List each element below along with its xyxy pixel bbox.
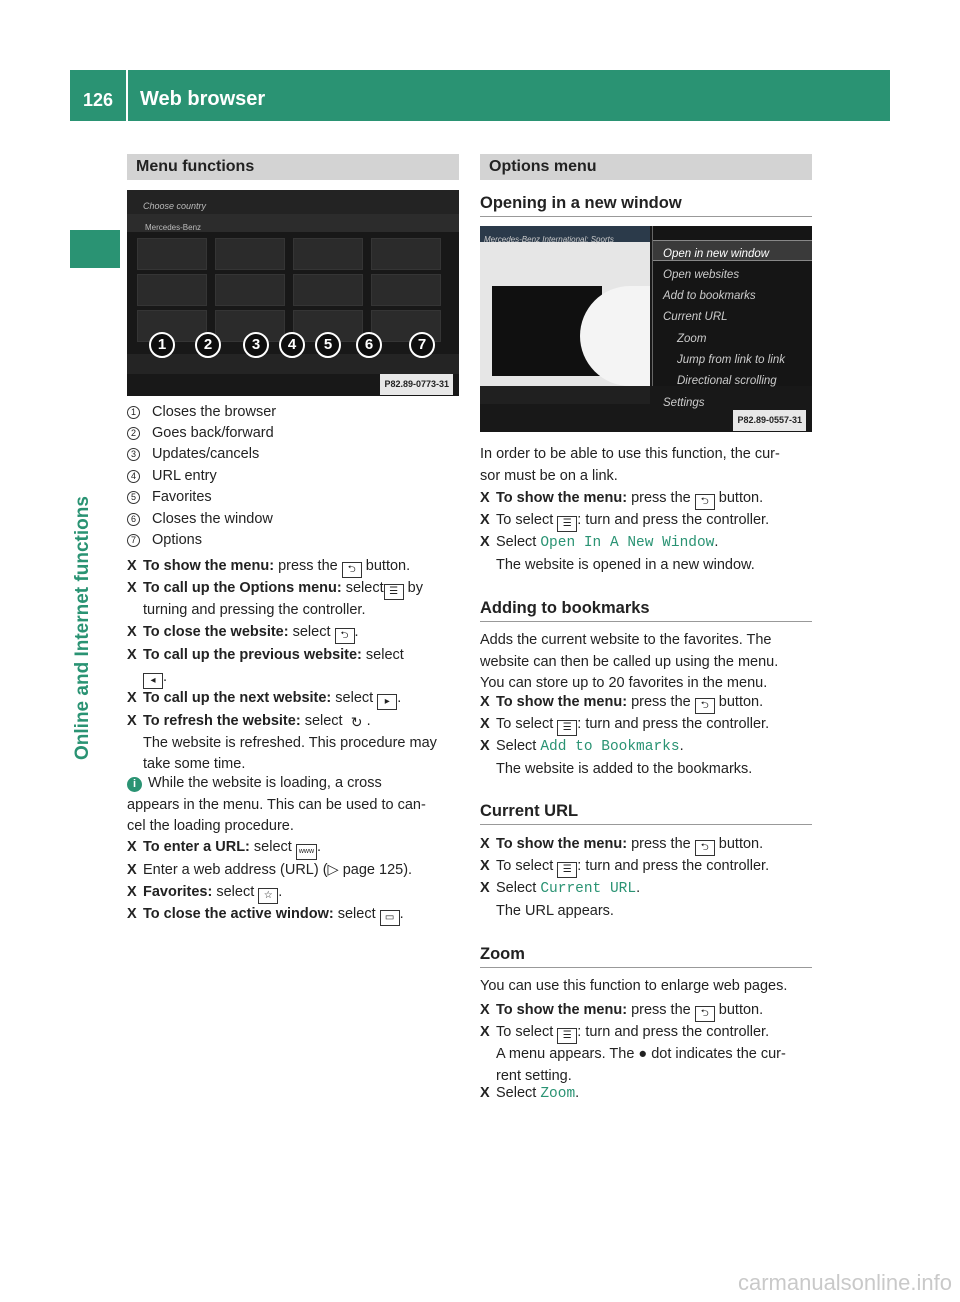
legend-text: URL entry <box>152 468 217 484</box>
step-web-address: X Enter a web address (URL) (▷ page 125). <box>127 860 459 882</box>
grid-cell <box>137 274 207 306</box>
step-next-website: X To call up the next website: select ▸ . <box>127 688 459 710</box>
open-intro: In order to be able to use this function, the cur- sor must be on a link. <box>480 446 780 484</box>
menu-open-new-window: Open in new window <box>653 240 812 261</box>
back-key-icon: ⮌ <box>342 562 362 578</box>
screen-title: Choose country <box>127 190 459 214</box>
heading-bookmarks: Adding to bookmarks <box>480 599 650 617</box>
legend-text: Options <box>152 532 202 548</box>
legend-number: 7 <box>127 534 140 547</box>
star-icon: ☆ <box>258 888 278 904</box>
step-marker: X <box>480 836 490 852</box>
zoom-intro: You can use this function to enlarge web pages. <box>480 978 788 994</box>
heading-rule <box>480 967 812 968</box>
step-previous-website: X To call up the previous website: select ◂ . <box>127 645 459 689</box>
options-menu-icon: ☰ <box>557 720 577 736</box>
step-marker: X <box>480 738 490 754</box>
section-title-menu-functions: Menu functions <box>127 154 459 180</box>
info-icon: i <box>127 777 142 792</box>
step-select-bookmarks: X Select Add to Bookmarks. The website is added to the bookmarks. <box>480 738 753 777</box>
step-favorites: X Favorites: select ☆ . <box>127 882 459 904</box>
legend-number: 2 <box>127 427 140 440</box>
step-show-menu: X To show the menu: press the ⮌ button. <box>480 488 812 510</box>
menu-current-url: Current URL <box>663 311 728 323</box>
heading-current-url: Current URL <box>480 802 579 820</box>
legend-number: 1 <box>127 406 140 419</box>
header-divider <box>126 70 128 121</box>
back-key-icon: ⮌ <box>695 698 715 714</box>
step-marker: X <box>127 713 137 729</box>
step-select-options: X To select ☰ : turn and press the controller. A menu appears. The ● dot indicates the cur- rent setting. <box>480 1024 786 1084</box>
heading-rule <box>480 621 812 622</box>
step-marker: X <box>480 490 490 506</box>
step-marker: X <box>480 858 490 874</box>
step-marker: X <box>127 580 137 596</box>
options-menu-icon: ☰ <box>384 584 404 600</box>
menu-zoom: Zoom <box>677 333 707 345</box>
options-menu-screenshot <box>480 226 812 432</box>
grid-cell <box>215 238 285 270</box>
legend-item <box>127 423 274 445</box>
info-note: i While the website is loading, a cross appears in the menu. This can be used to can- cel the loading procedure. <box>127 775 426 834</box>
screen-menu-bar <box>480 386 650 404</box>
figure-code: P82.89-0557-31 <box>733 410 806 432</box>
menu-jump-link: Jump from link to link <box>677 354 786 366</box>
grid-cell <box>137 238 207 270</box>
legend-item <box>127 402 276 424</box>
legend-number: 5 <box>127 491 140 504</box>
step-marker: X <box>480 716 490 732</box>
close-browser-icon: ⮌ <box>335 628 355 644</box>
refresh-icon: ↻ <box>350 714 363 730</box>
step-show-menu: X To show the menu: press the ⮌ button. <box>480 1000 812 1022</box>
step-show-menu: X To show the menu: press the ⮌ button. <box>127 556 459 578</box>
callout-1: 1 <box>149 332 175 358</box>
callout-4: 4 <box>279 332 305 358</box>
options-menu-icon: ☰ <box>557 862 577 878</box>
step-options-menu: X To call up the Options menu: select ☰ by turning and pressing the controller. <box>127 580 423 618</box>
back-key-icon: ⮌ <box>695 1006 715 1022</box>
dot-icon: ● <box>638 1046 648 1062</box>
section-title-options-menu: Options menu <box>480 154 812 180</box>
step-show-menu: X To show the menu: press the ⮌ button. <box>480 692 812 714</box>
options-menu <box>652 226 812 409</box>
heading-open-new-window: Opening in a new window <box>480 194 682 212</box>
legend-text: Closes the window <box>152 511 273 527</box>
legend-text: Goes back/forward <box>152 425 274 441</box>
step-marker: X <box>127 862 137 878</box>
heading-rule <box>480 824 812 825</box>
side-tab-label: Online and Internet functions <box>72 496 93 760</box>
step-select-options: X To select ☰ : turn and press the controller. <box>480 510 812 532</box>
step-marker: X <box>480 1024 490 1040</box>
step-marker: X <box>127 690 137 706</box>
step-marker: X <box>127 558 137 574</box>
grid-cell <box>371 274 441 306</box>
legend-item <box>127 466 217 488</box>
step-marker: X <box>127 906 137 922</box>
website-title: Mercedes-Benz International: Sports <box>480 226 650 242</box>
legend-text: Closes the browser <box>152 404 277 420</box>
back-key-icon: ⮌ <box>695 494 715 510</box>
figure-code: P82.89-0773-31 <box>380 374 453 396</box>
menu-settings: Settings <box>663 397 705 409</box>
forward-arrow-icon: ▸ <box>377 694 397 710</box>
website-area <box>480 226 650 386</box>
callout-6: 6 <box>356 332 382 358</box>
legend-number: 3 <box>127 448 140 461</box>
watermark: carmanualsonline.info <box>737 1270 952 1295</box>
page-ref-arrow-icon: ▷ <box>327 862 339 878</box>
callout-5: 5 <box>315 332 341 358</box>
www-icon: www <box>296 844 317 860</box>
back-key-icon: ⮌ <box>695 840 715 856</box>
close-window-icon: ▭ <box>380 910 400 926</box>
step-show-menu: X To show the menu: press the ⮌ button. <box>480 834 812 856</box>
heading-zoom: Zoom <box>480 945 525 963</box>
step-select-options: X To select ☰ : turn and press the controller. <box>480 856 812 878</box>
step-select-zoom: X Select Zoom. <box>480 1083 812 1106</box>
step-marker: X <box>480 694 490 710</box>
back-arrow-icon: ◂ <box>143 673 163 689</box>
grid-cell <box>215 274 285 306</box>
heading-rule <box>480 216 812 217</box>
menu-directional-scrolling: Directional scrolling <box>677 375 777 387</box>
callout-3: 3 <box>243 332 269 358</box>
screen-subtitle: Mercedes-Benz <box>127 214 459 232</box>
grid-cell <box>293 274 363 306</box>
legend-item <box>127 444 259 466</box>
browser-screenshot <box>127 190 459 396</box>
step-close-website: X To close the website: select ⮌ . <box>127 622 459 644</box>
step-select-open: X Select Open In A New Window. The website is opened in a new window. <box>480 534 755 573</box>
legend-item <box>127 509 273 531</box>
callout-2: 2 <box>195 332 221 358</box>
legend-item <box>127 530 202 552</box>
step-marker: X <box>480 512 490 528</box>
step-marker: X <box>127 624 137 640</box>
options-menu-icon: ☰ <box>557 516 577 532</box>
page-title: Web browser <box>140 88 266 110</box>
step-close-window: X To close the active window: select ▭ . <box>127 904 459 926</box>
callout-7: 7 <box>409 332 435 358</box>
legend-text: Updates/cancels <box>152 446 260 462</box>
step-marker: X <box>127 647 137 663</box>
options-menu-icon: ☰ <box>557 1028 577 1044</box>
step-select-options: X To select ☰ : turn and press the controller. <box>480 714 812 736</box>
page-number: 126 <box>83 90 114 110</box>
step-enter-url: X To enter a URL: select www . <box>127 837 459 860</box>
step-marker: X <box>480 1002 490 1018</box>
step-marker: X <box>127 884 137 900</box>
legend-number: 6 <box>127 513 140 526</box>
side-tab-marker <box>70 230 120 268</box>
grid-cell <box>371 238 441 270</box>
step-marker: X <box>480 534 490 550</box>
step-marker: X <box>127 839 137 855</box>
legend-text: Favorites <box>152 489 212 505</box>
legend-number: 4 <box>127 470 140 483</box>
legend-item <box>127 487 212 509</box>
menu-open-websites: Open websites <box>663 269 740 281</box>
step-select-url: X Select Current URL. The URL appears. <box>480 880 641 919</box>
step-refresh-website: X To refresh the website: select ↻ . The website is refreshed. This procedure may take some time. <box>127 713 437 772</box>
menu-add-bookmarks: Add to bookmarks <box>663 290 756 302</box>
grid-cell <box>293 238 363 270</box>
step-marker: X <box>480 1085 490 1101</box>
bookmarks-intro: Adds the current website to the favorites. The website can then be called up using the menu. You can store up to 20 favorites in the menu. <box>480 632 779 691</box>
step-marker: X <box>480 880 490 896</box>
